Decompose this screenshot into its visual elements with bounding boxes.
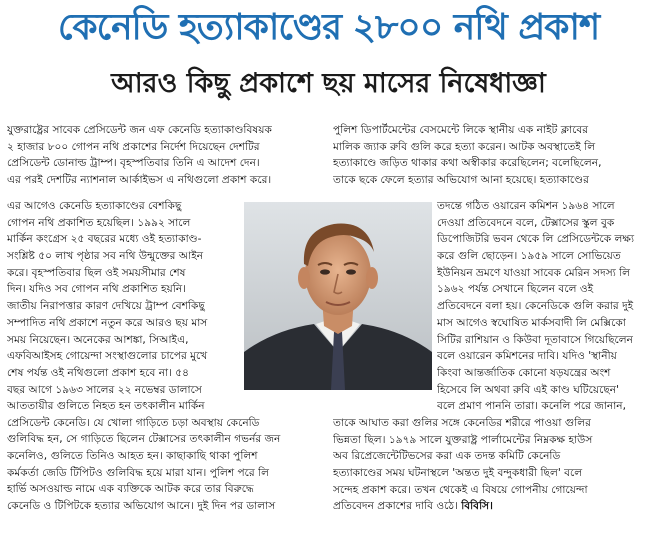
left-column-bottom xyxy=(7,398,323,515)
text-line: প্রেসিডেন্ট ডোনাল্ড ট্রাম্প। বৃহস্পতিবার তিনি এ আদেশ দেন। xyxy=(7,157,260,170)
text-line: প্রেসিডেন্ট কেনেডি। যে খোলা গাড়িতে চড়া অবস্থায় কেনেডি xyxy=(7,416,260,429)
closing-text: প্রতিবেদন প্রকাশের দাবি ওঠে। xyxy=(333,500,458,513)
right-column-last-wrap xyxy=(437,398,651,415)
text-line: জাতীয় নিরাপত্তার কারণ দেখিয়ে ট্রাম্প বেশকিছু xyxy=(7,300,205,313)
subheadline: আরও কিছু প্রকাশে ছয় মাসের নিষেধাজ্ঞা xyxy=(111,68,546,99)
left-column-top xyxy=(7,122,323,189)
text-line: কনেলিও, গুলিতে তিনিও আহত হন। কাছাকাছি থাকা পুলিশ xyxy=(7,450,258,463)
text-line: সিটির রাশিয়ান ও কিউবা দূতাবাসে গিয়েছিলেন xyxy=(437,333,633,346)
text-line: গোপন নথি প্রকাশিত হয়েছিল। ১৯৯২ সালে xyxy=(7,216,191,229)
text-line: গুলিবিদ্ধ হন, সে গাড়িতে ছিলেন টেক্সাসের তৎকালীন গভর্নর জন xyxy=(7,433,281,446)
text-line: হার্ভি অসওয়াল্ড নামে এক ব্যক্তিকে আটক করে তার বিরুদ্ধে xyxy=(7,483,254,496)
text-line: হিসেবে লি অথবা রুবি এই কাণ্ড ঘটিয়েছেন' xyxy=(437,383,619,396)
text-line: ১৯৬২ পর্যন্ত সেখানে ছিলেন বলে ওই xyxy=(437,283,594,296)
byline: বিবিসি। xyxy=(461,500,493,513)
text-line: ভিন্নতা ছিল। ১৯৭৯ সালে যুক্তরাষ্ট্র পার্লামেন্টের নিম্নকক্ষ হাউস xyxy=(333,433,593,446)
text-line: কর্মকর্তা জেডি টিপিটও গুলিবিদ্ধ হয়ে মারা যান। পুলিশ পরে লি xyxy=(7,466,270,479)
text-line: ইউনিয়ন ভ্রমণে যাওয়া সাবেক মেরিন সদস্য লি xyxy=(437,266,631,279)
text-line: বলে প্রমাণ পাননি তারা। কনেলি পরে জানান, xyxy=(437,400,626,412)
text-line: অব রিপ্রেজেন্টেটিভসের করা এক তদন্ত কমিটি কেনেডি xyxy=(333,450,561,463)
right-column-wrap xyxy=(437,198,651,398)
text-line: হত্যাকাণ্ডে জড়িত থাকার কথা অস্বীকার করেছিলেন; বলেছিলেন, xyxy=(333,157,602,170)
text-line: ২ হাজার ৮০০ গোপন নথি প্রকাশের নির্দেশ দিয়েছেন দেশটির xyxy=(7,140,260,153)
text-line: সন্দেহ প্রকাশ করে। তখন থেকেই এ বিষয়ে গোপনীয় গোয়েন্দা xyxy=(333,483,588,496)
text-line: হত্যাকাণ্ডের সময় ঘটনাস্থলে 'অন্তত দুই বন্দুকধারী ছিল' বলে xyxy=(333,467,583,480)
text-line: কিংবা আন্তর্জাতিক কোনো ষড়যন্ত্রের অংশ xyxy=(437,366,611,379)
text-line: শেষ পর্যন্ত ওই নথিগুলো প্রকাশ হবে না। ৫৪ xyxy=(7,366,190,379)
text-line: দেওয়া প্রতিবেদনে বলে, টেক্সাসের স্কুল বুক xyxy=(437,216,615,229)
text-line: এর পরই দেশটির ন্যাশনাল আর্কাইভস এ নথিগুলো প্রকাশ করে। xyxy=(7,174,272,187)
text-line: কেনেডি ও টিপিটকে হত্যার অভিযোগ আনে। দুই দিন পর ডালাস xyxy=(7,500,276,513)
text-line-final xyxy=(333,498,651,515)
right-column-bottom xyxy=(333,415,651,515)
text-line: তাকে ছকে ফেলে হত্যার অভিযোগ আনা হয়েছে। হত্যাকাণ্ডের xyxy=(333,174,589,187)
text-line: সময় নিয়েছেন। অনেকের আশঙ্কা, সিআইএ, xyxy=(7,333,189,346)
text-line: দিন। যদিও সব গোপন নথি প্রকাশিত হয়নি। xyxy=(7,283,186,296)
portrait-image xyxy=(244,202,432,390)
text-line: তদন্তে গঠিত ওয়ারেন কমিশন ১৯৬৪ সালে xyxy=(437,200,615,212)
text-line: আততায়ীর গুলিতে নিহত হন তৎকালীন মার্কিন xyxy=(7,400,205,412)
text-line: করে গুলি ছোড়েন। ১৯৫৯ সালে সোভিয়েত xyxy=(437,250,621,263)
text-line: বলে ওয়ারেন কমিশনের দাবি। যদিও 'স্থানীয় xyxy=(437,350,617,363)
headline: কেনেডি হত্যাকাণ্ডের ২৮০০ নথি প্রকাশ xyxy=(57,7,600,48)
text-line: প্রতিবেদনে বলা হয়। কেনেডিকে গুলি করার দুই xyxy=(437,300,634,313)
text-line: মাস আগেও স্বঘোষিত মার্কসবাদী লি মেক্সিকো xyxy=(437,316,626,329)
text-line: সংশ্লিষ্ট ৫০ লাখ পৃষ্ঠার সব নথি উন্মুক্তের আইন xyxy=(7,250,204,263)
kennedy-portrait xyxy=(244,202,432,390)
text-line: করে। বৃহস্পতিবার ছিল ওই সময়সীমার শেষ xyxy=(7,266,186,279)
text-line: পুলিশ ডিপার্টমেন্টের বেসমেন্টে লিকে স্থানীয় এক নাইট ক্লাবের xyxy=(333,124,589,136)
text-line: ডিপোজিটরি ভবন থেকে লি প্রেসিডেন্টকে লক্ষ্য xyxy=(437,233,635,246)
text-line: এর আগেও কেনেডি হত্যাকাণ্ডের বেশকিছু xyxy=(7,200,182,212)
text-line: বছর আগে ১৯৬৩ সালের ২২ নভেম্বর ডালাসে xyxy=(7,383,202,396)
text-line: মালিক জ্যাক রুবি গুলি করে হত্যা করেন। আটক অবস্থাতেই লি xyxy=(333,140,596,153)
text-line: তাকে আঘাত করা গুলির সঙ্গে কেনেডির শরীরে পাওয়া গুলির xyxy=(333,417,591,429)
left-column-wrap xyxy=(7,198,239,398)
text-line: সম্পাদিত নথি প্রকাশে নতুন করে আরও ছয় মাস xyxy=(7,316,208,329)
text-line: যুক্তরাষ্ট্রের সাবেক প্রেসিডেন্ট জন এফ কেনেডি হত্যাকাণ্ডবিষয়ক xyxy=(7,124,272,136)
right-column-top xyxy=(333,122,651,189)
text-line: মার্কিন কংগ্রেস ২৫ বছরের মধ্যে ওই হত্যাকাণ্ড- xyxy=(7,233,202,246)
text-line: এফবিআইসহ গোয়েন্দা সংস্থাগুলোর চাপের মুখে xyxy=(7,350,208,363)
